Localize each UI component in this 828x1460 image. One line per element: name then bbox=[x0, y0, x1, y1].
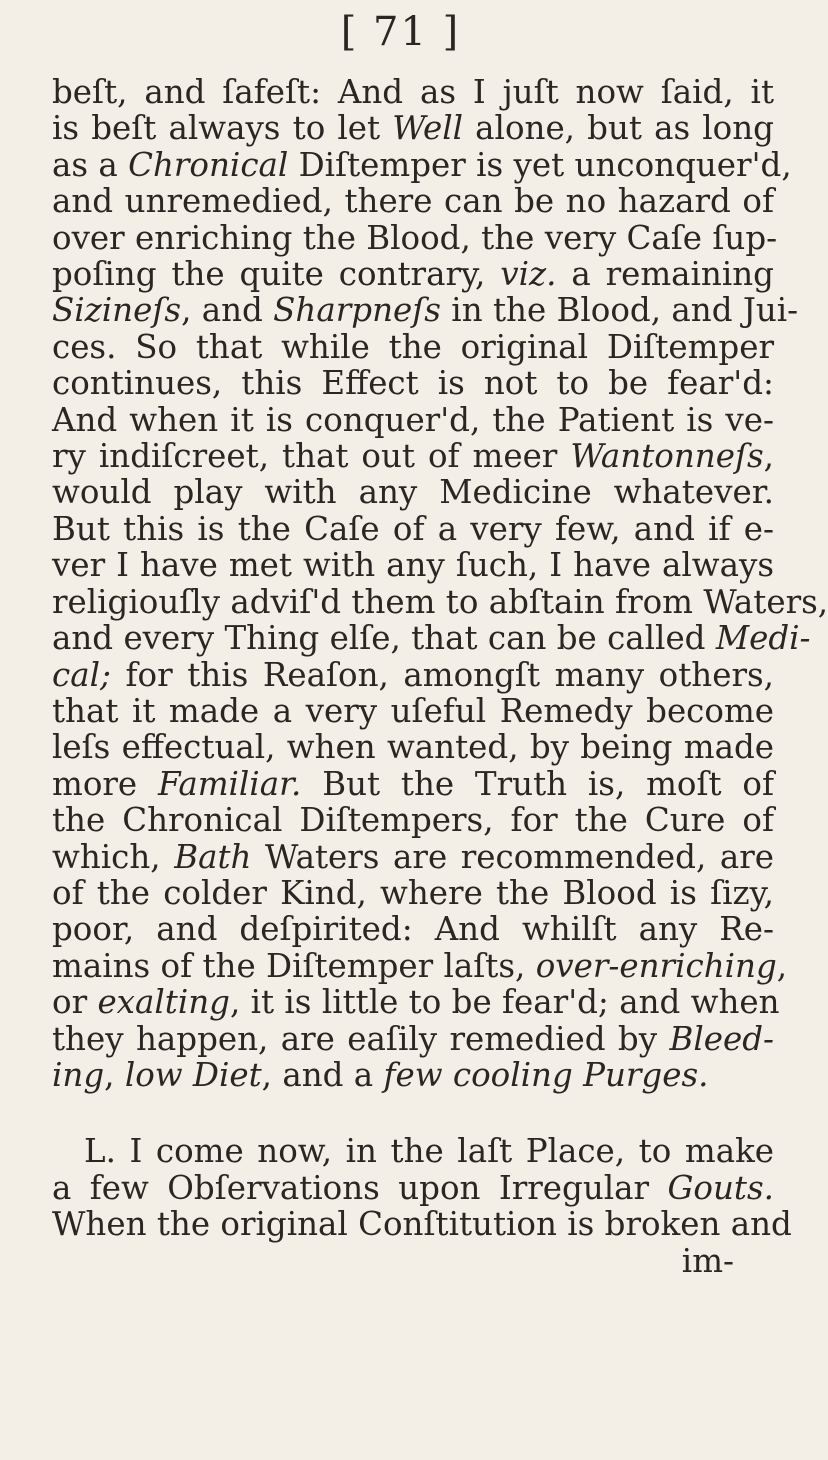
text-run: the Chronical Diſtempers, for the Cure of bbox=[52, 801, 774, 840]
text-line bbox=[52, 365, 774, 401]
italic-text: Sharpneſs bbox=[273, 291, 441, 330]
italic-text: Sizineſs bbox=[52, 291, 182, 330]
italic-text: Gouts. bbox=[667, 1168, 774, 1207]
text-run: mains of the Diſtemper laſts, bbox=[52, 946, 536, 985]
text-line bbox=[52, 693, 774, 729]
text-run: poſing the quite contrary, bbox=[52, 255, 501, 294]
text-line bbox=[52, 946, 788, 985]
text-run: more bbox=[52, 764, 158, 803]
text-run: L. I come now, in the laſt Place, to make bbox=[84, 1132, 774, 1171]
text-run: When the original Conſtitution is broken and bbox=[52, 1205, 792, 1244]
text-run: ces. So that while the original Diſtemper bbox=[52, 327, 774, 366]
paragraph-gap bbox=[52, 1093, 774, 1133]
text-line bbox=[52, 1057, 774, 1093]
text-run: But the Truth is, moſt of bbox=[301, 764, 774, 803]
text-line bbox=[52, 110, 774, 146]
text-run: poor, and deſpirited: And whilſt any Re- bbox=[52, 910, 774, 949]
italic-text: Bath bbox=[174, 837, 252, 876]
text-run: in the Blood, and Jui- bbox=[440, 291, 799, 330]
italic-text: exalting bbox=[97, 983, 230, 1022]
text-line bbox=[52, 183, 774, 219]
text-line bbox=[52, 766, 774, 802]
text-line bbox=[52, 619, 811, 658]
text-run: religiouſly adviſ'd them to abſtain from Waters, bbox=[52, 582, 828, 621]
text-line bbox=[52, 1170, 774, 1206]
text-line bbox=[52, 729, 774, 765]
italic-text: few cooling Purges. bbox=[383, 1055, 709, 1094]
text-line bbox=[52, 402, 774, 438]
text-line bbox=[52, 511, 774, 547]
text-line bbox=[52, 582, 828, 621]
text-line bbox=[52, 74, 774, 110]
paragraph bbox=[52, 73, 828, 1094]
text-run: a few Obſervations upon Irregular bbox=[52, 1168, 668, 1207]
text-line bbox=[52, 145, 792, 184]
text-run: ver I have met with any ſuch, I have always bbox=[52, 546, 774, 585]
text-run: which, bbox=[52, 837, 175, 876]
text-line bbox=[52, 218, 778, 257]
text-run: over enriching the Blood, the very Caſe ſup- bbox=[52, 218, 778, 257]
text-run: and unremedied, there can be no hazard of bbox=[52, 182, 774, 221]
text-run: a remaining bbox=[556, 255, 774, 294]
italic-text: Bleed- bbox=[669, 1019, 774, 1058]
text-run: Waters are recommended, are bbox=[251, 837, 774, 876]
text-run: beſt, and ſafeſt: And as I juſt now ſaid, it bbox=[52, 73, 774, 111]
text-line bbox=[52, 983, 780, 1022]
text-run: , bbox=[763, 437, 774, 476]
text-run: , and a bbox=[261, 1055, 384, 1094]
text-run: as a bbox=[52, 145, 129, 184]
text-run: , bbox=[776, 946, 788, 985]
text-line bbox=[52, 1133, 774, 1169]
text-run: is beſt always to let bbox=[52, 109, 393, 148]
text-line bbox=[52, 657, 774, 693]
text-line bbox=[52, 1021, 774, 1057]
text-run: leſs effectual, when wanted, by being made bbox=[52, 728, 774, 767]
text-line bbox=[52, 547, 774, 583]
text-run: But this is the Caſe of a very few, and if e- bbox=[52, 509, 774, 548]
text-run: , and bbox=[181, 291, 274, 330]
text-line bbox=[52, 875, 774, 911]
body-text bbox=[52, 73, 828, 1280]
italic-text: cal; bbox=[52, 655, 111, 694]
text-run: and every Thing elſe, that can be called bbox=[52, 619, 716, 658]
text-run: for this Reaſon, amongſt many others, bbox=[110, 655, 774, 694]
italic-text: over-enriching bbox=[535, 946, 777, 985]
text-line bbox=[52, 802, 774, 838]
italic-text: Well bbox=[392, 109, 464, 148]
italic-text: Medi- bbox=[715, 619, 811, 658]
text-run: they happen, are eaſily remedied by bbox=[52, 1019, 670, 1058]
text-run: , bbox=[104, 1055, 125, 1094]
text-run: would play with any Medicine whatever. bbox=[52, 473, 774, 512]
text-line bbox=[52, 911, 774, 947]
text-run: alone, but as long bbox=[463, 109, 774, 148]
italic-text: Wantonneſs bbox=[570, 437, 764, 476]
page-number: [ 71 ] bbox=[340, 9, 461, 55]
text-line bbox=[52, 291, 799, 330]
text-run: continues, this Effect is not to be fear'd: bbox=[52, 364, 774, 403]
italic-text: Chronical bbox=[128, 145, 289, 184]
italic-text: ing bbox=[52, 1055, 105, 1094]
text-run: that it made a very uſeful Remedy become bbox=[52, 691, 774, 730]
paragraph bbox=[52, 1132, 792, 1244]
text-line bbox=[52, 438, 774, 474]
text-line bbox=[52, 256, 774, 292]
text-run: , it is little to be fear'd; and when bbox=[229, 983, 780, 1022]
italic-text: viz. bbox=[500, 255, 557, 294]
catchword: im- bbox=[681, 1241, 734, 1280]
text-run: or bbox=[52, 983, 98, 1022]
text-run: ry indiſcreet, that out of meer bbox=[52, 437, 571, 476]
italic-text: Familiar. bbox=[157, 764, 302, 803]
text-line bbox=[52, 474, 774, 510]
text-run: Diſtemper is yet unconquer'd, bbox=[288, 145, 792, 184]
italic-text: low Diet bbox=[124, 1055, 262, 1094]
text-line bbox=[52, 329, 774, 365]
text-line bbox=[52, 1205, 792, 1244]
text-run: And when it is conquer'd, the Patient is ve- bbox=[52, 400, 774, 439]
text-run: of the colder Kind, where the Blood is ſizy, bbox=[52, 873, 774, 912]
text-line bbox=[52, 839, 774, 875]
